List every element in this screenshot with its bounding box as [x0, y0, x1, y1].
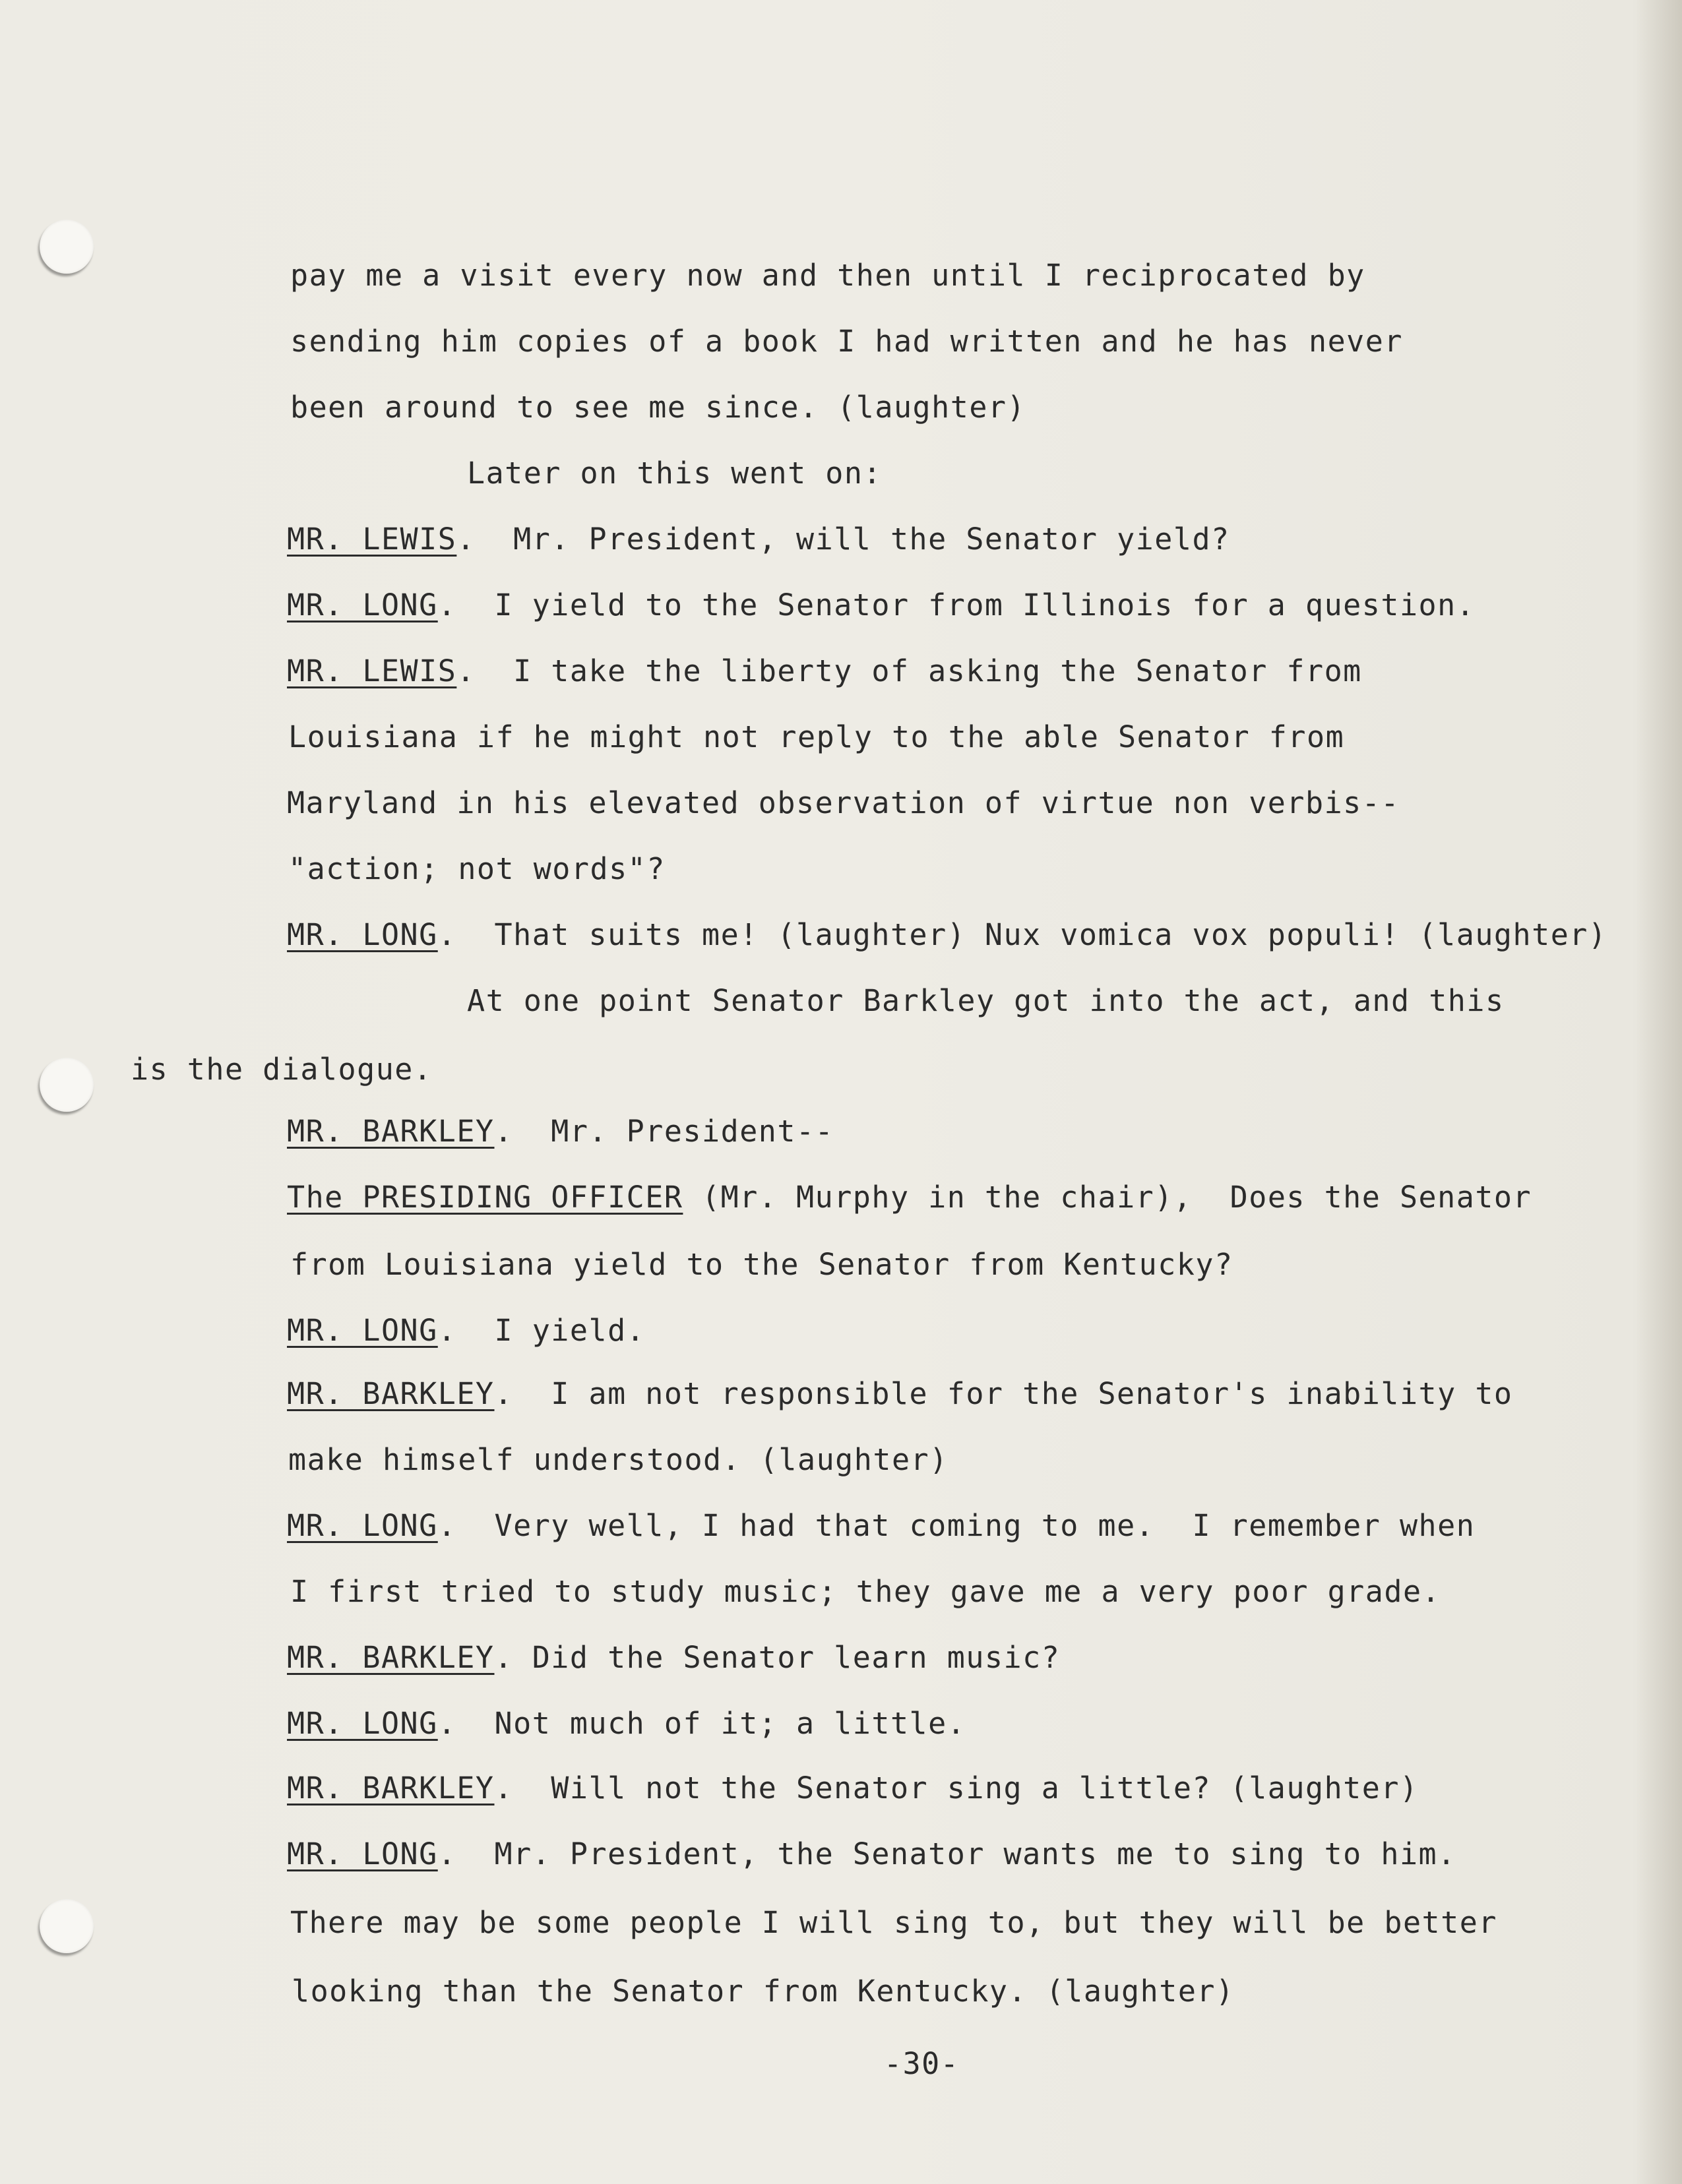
line-text: . Mr. President--	[494, 1114, 834, 1149]
speaker-name: MR. LEWIS	[287, 653, 457, 688]
line-text: Maryland in his elevated observation of virtue non verbis--	[287, 785, 1400, 820]
dialogue-line	[287, 520, 1230, 559]
line-text: . I yield.	[437, 1313, 646, 1348]
speaker-name: MR. LEWIS	[287, 522, 457, 557]
text-line	[290, 1245, 1233, 1285]
speaker-name: MR. LONG	[287, 1508, 438, 1543]
dialogue-line	[287, 915, 1607, 955]
text-line	[288, 849, 666, 889]
speaker-name: MR. LONG	[287, 588, 438, 622]
dialogue-line	[287, 586, 1475, 625]
line-text: . I take the liberty of asking the Senator from	[456, 653, 1362, 688]
line-text: sending him copies of a book I had written and he has never	[290, 324, 1403, 359]
text-line	[287, 783, 1400, 823]
text-line	[292, 1972, 1235, 2011]
dialogue-line	[287, 1311, 645, 1350]
line-text: . Very well, I had that coming to me. I remember when	[437, 1508, 1476, 1543]
punch-hole-bottom	[40, 1899, 94, 1953]
dialogue-line	[287, 1638, 1060, 1678]
punch-hole-middle	[40, 1058, 94, 1112]
line-text: . Will not the Senator sing a little? (laughter)	[494, 1771, 1419, 1805]
text-line	[290, 322, 1403, 361]
line-text: make himself understood. (laughter)	[288, 1442, 949, 1477]
line-text: . Mr. President, will the Senator yield?	[456, 522, 1230, 557]
speaker-name: MR. BARKLEY	[287, 1114, 495, 1149]
text-line	[290, 256, 1365, 295]
line-text: . Did the Senator learn music?	[494, 1640, 1061, 1675]
line-text: been around to see me since. (laughter)	[290, 390, 1026, 425]
page-number: -30-	[884, 2046, 960, 2081]
speaker-name: MR. BARKLEY	[287, 1376, 495, 1411]
text-line	[288, 717, 1344, 757]
line-text: Later on this went on:	[467, 456, 883, 491]
dialogue-line	[287, 1506, 1475, 1546]
text-line	[290, 388, 1026, 427]
line-text: At one point Senator Barkley got into the act, and this	[467, 983, 1505, 1018]
dialogue-line	[287, 1112, 834, 1151]
punch-hole-top	[40, 220, 94, 274]
text-line	[131, 1050, 432, 1089]
line-text: pay me a visit every now and then until I reciprocated by	[290, 258, 1365, 293]
text-line	[290, 1572, 1441, 1612]
speaker-name: MR. LONG	[287, 1836, 438, 1871]
speaker-name: MR. BARKLEY	[287, 1771, 495, 1805]
speaker-name: MR. BARKLEY	[287, 1640, 495, 1675]
dialogue-line	[287, 652, 1362, 691]
line-text: There may be some people I will sing to, but they will be better	[290, 1905, 1497, 1940]
line-text: "action; not words"?	[288, 851, 666, 886]
line-text: looking than the Senator from Kentucky. (laughter)	[292, 1974, 1235, 2009]
line-text: is the dialogue.	[131, 1052, 433, 1087]
text-line	[288, 1440, 949, 1480]
speaker-name: MR. LONG	[287, 1706, 438, 1741]
line-text: . That suits me! (laughter) Nux vomica vox populi! (laughter)	[437, 917, 1607, 952]
line-text: . Not much of it; a little.	[437, 1706, 966, 1741]
line-text: . I yield to the Senator from Illinois for a question.	[437, 588, 1476, 622]
text-line	[290, 1903, 1497, 1943]
line-text: I first tried to study music; they gave me a very poor grade.	[290, 1574, 1441, 1609]
dialogue-line	[287, 1704, 966, 1744]
line-text: Louisiana if he might not reply to the able Senator from	[288, 719, 1345, 754]
dialogue-line	[287, 1769, 1419, 1808]
line-text: from Louisiana yield to the Senator from Kentucky?	[290, 1247, 1233, 1282]
dialogue-line	[287, 1835, 1456, 1874]
dialogue-line	[287, 1178, 1532, 1217]
dialogue-line	[287, 1374, 1513, 1414]
speaker-name: The PRESIDING OFFICER	[287, 1180, 683, 1215]
text-line	[467, 454, 882, 493]
page-edge-shadow	[1636, 0, 1682, 2184]
speaker-name: MR. LONG	[287, 917, 438, 952]
text-line	[467, 981, 1505, 1021]
speaker-name: MR. LONG	[287, 1313, 438, 1348]
line-text: (Mr. Murphy in the chair), Does the Senator	[683, 1180, 1532, 1215]
line-text: . I am not responsible for the Senator's inability to	[494, 1376, 1513, 1411]
line-text: . Mr. President, the Senator wants me to sing to him.	[437, 1836, 1456, 1871]
